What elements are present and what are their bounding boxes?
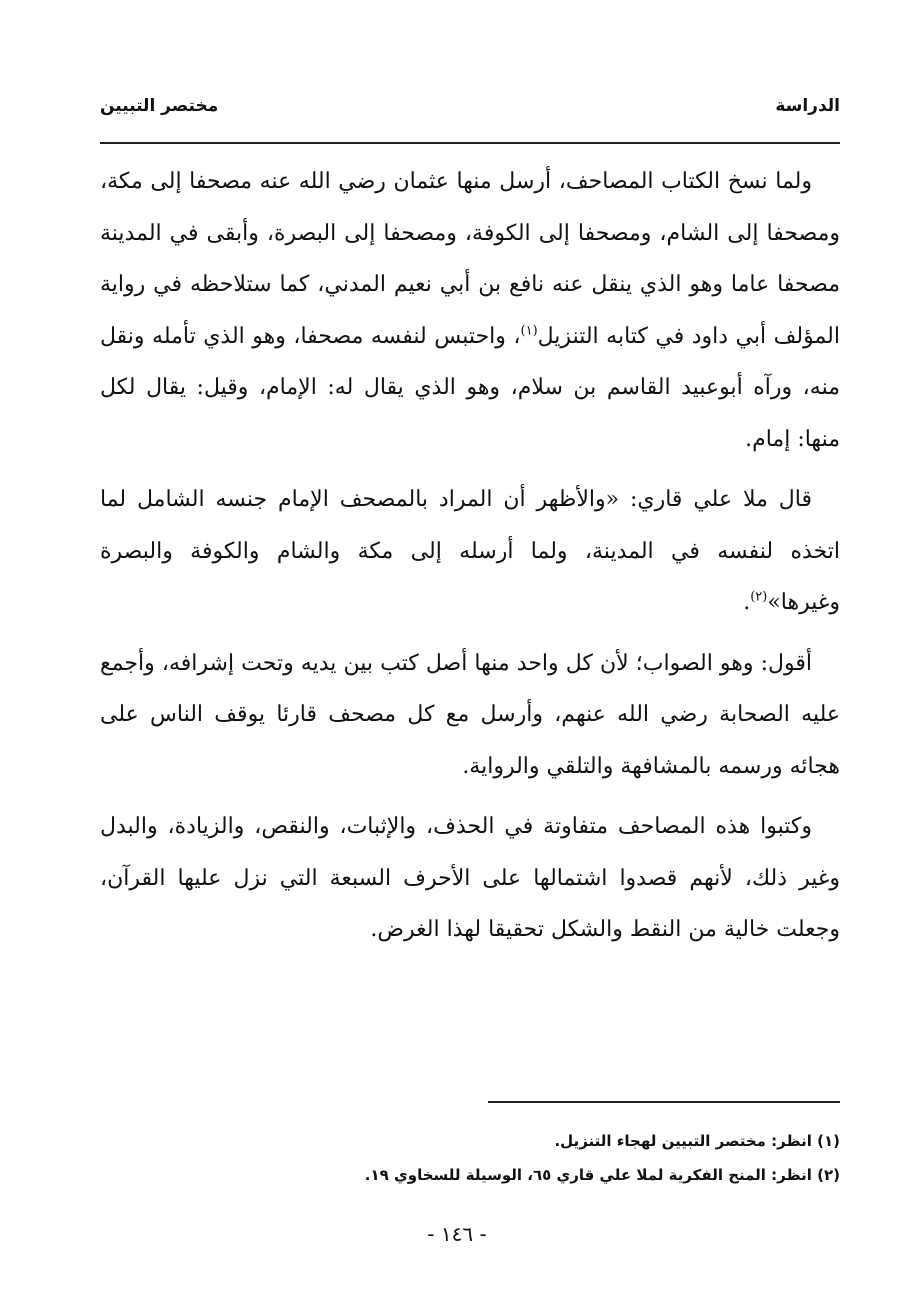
footnote-number: (٢) [817, 1166, 840, 1184]
page-number: - ١٤٦ - [427, 1222, 487, 1246]
footnote-ref-2[interactable]: (٢) [750, 589, 768, 605]
footnote-divider [488, 1101, 840, 1103]
footnote-number: (١) [817, 1132, 840, 1150]
footnotes [100, 1124, 840, 1192]
footnote-2 [100, 1158, 840, 1192]
footnote-text: انظر: مختصر التبيين لهجاء التنزيل. [554, 1132, 812, 1150]
running-header [100, 96, 840, 126]
footnote-text: انظر: المنح الفكرية لملا علي قاري ٦٥، الوسيلة للسخاوي ١٩. [364, 1166, 812, 1184]
footnote-ref-1[interactable]: (١) [520, 323, 538, 339]
book-title: مختصر التبيين [100, 96, 219, 116]
paragraph-1: ولما نسخ الكتاب المصاحف، أرسل منها عثمان رضي الله عنه مصحفا إلى مكة، ومصحفا إلى الشام، ومصحفا إلى الكوفة، ومصحفا إلى البصرة، وأبقى في المدينة مصحفا عاما وهو الذي ينقل عنه نافع بن أبي نعيم المدني، كما ستلاحظه في رواية المؤلف أبي داود في كتابه التنزيل$^{(١)}$، واحتبس لنفسه مصحفا، وهو الذي تأمله ونقل منه، ورآه أبوعبيد القاسم بن سلام، وهو الذي يقال له: الإمام، وقيل: يقال لكل منها: إمام. [100, 169, 840, 452]
paragraph-3: أقول: وهو الصواب؛ لأن كل واحد منها أصل كتب بين يديه وتحت إشرافه، وأجمع عليه الصحابة رضي الله عنهم، وأرسل مع كل مصحف قارئا يوقف الناس على هجائه ورسمه بالمشافهة والتلقي والرواية. [100, 650, 840, 779]
header-divider [100, 142, 840, 144]
footnote-1 [100, 1124, 840, 1158]
paragraph-2: قال ملا علي قاري: «والأظهر أن المراد بالمصحف الإمام جنسه الشامل لما اتخذه لنفسه في المدينة، ولما أرسله إلى مكة والشام والكوفة والبصرة وغيرها»$^{(٢)}$. [100, 487, 841, 615]
main-text [100, 156, 840, 965]
paragraph-4: وكتبوا هذه المصاحف متفاوتة في الحذف، والإثبات، والنقص، والزيادة، والبدل وغير ذلك، لأنهم قصدوا اشتمالها على الأحرف السبعة التي نزل عليها القرآن، وجعلت خالية من النقط والشكل تحقيقا لهذا الغرض. [100, 814, 840, 942]
section-title: الدراسة [775, 96, 840, 116]
